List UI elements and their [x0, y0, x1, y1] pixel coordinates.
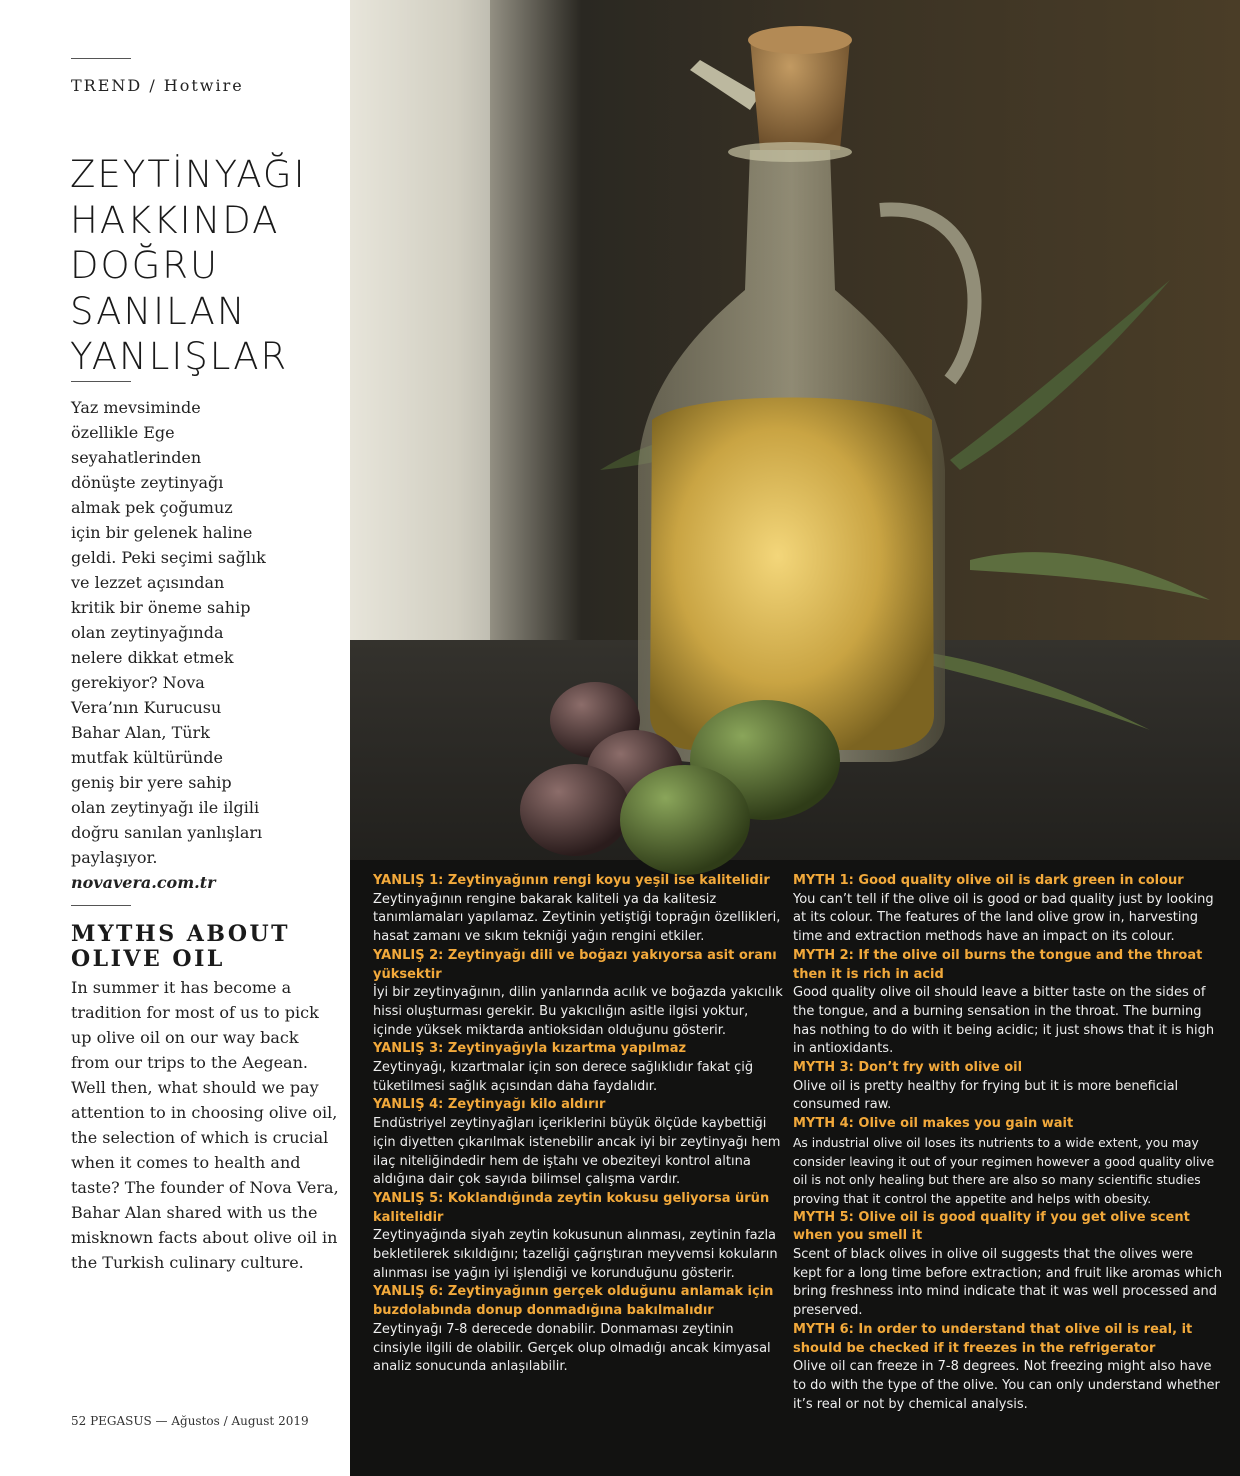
intro-line: mutfak kültüründe	[71, 748, 223, 767]
intro-line: gerekiyor? Nova	[71, 673, 205, 692]
english-myth-heading: MYTH 1: Good quality olive oil is dark green in colour	[793, 873, 1184, 888]
turkish-intro	[71, 395, 341, 895]
turkish-myths-column	[373, 872, 783, 1377]
intro-line: olan zeytinyağında	[71, 623, 224, 642]
english-intro-line: Bahar Alan shared with us the	[71, 1203, 318, 1222]
english-myth-body: Olive oil is pretty healthy for frying but it is more beneficial consumed raw.	[793, 1078, 1179, 1113]
turkish-myth-heading: YANLIŞ 6: Zeytinyağının gerçek olduğunu anlamak için buzdolabında donup donmadığına bakılmalıdır	[373, 1284, 774, 1319]
english-myth-heading: MYTH 6: In order to understand that olive oil is real, it should be checked if it freezes in the refrigerator	[793, 1321, 1193, 1356]
title-line: YANLIŞLAR	[70, 335, 289, 378]
turkish-myth-heading: YANLIŞ 3: Zeytinyağıyla kızartma yapılmaz	[373, 1041, 687, 1057]
intro-line: paylaşıyor.	[71, 848, 158, 867]
intro-line: almak pek çoğumuz	[71, 498, 233, 517]
website-link[interactable]: novavera.com.tr	[71, 873, 216, 892]
turkish-myth-heading: YANLIŞ 1: Zeytinyağının rengi koyu yeşil ise kalitelidir	[373, 873, 770, 888]
english-intro-line: when it comes to health and	[71, 1153, 301, 1172]
turkish-myth-body: Zeytinyağında siyah zeytin kokusunun alınması, zeytinin fazla bekletilerek sıkıldığını; tazeliği çağrıştıran meyvemsi kokuların alınması ise yağın iyi işlendiği ve korunduğunu gösterir.	[373, 1228, 778, 1281]
english-myth-body: Olive oil can freeze in 7-8 degrees. Not freezing might also have to do with the type of the olive. You can only understand whether it’s real or not by chemical analysis.	[793, 1359, 1220, 1412]
english-intro-line: In summer it has become a	[71, 978, 292, 997]
english-intro-line: attention to in choosing olive oil,	[71, 1103, 338, 1122]
turkish-myth-body: Zeytinyağının rengine bakarak kaliteli ya da kalitesiz tanımlamaları yapılamaz. Zeytinin yetiştiği toprağın özellikleri, hasat zamanı ve sıkım tekniği yağın rengini etkiler.	[373, 891, 781, 945]
intro-line: Bahar Alan, Türk	[71, 723, 210, 742]
intro-line: ve lezzet açısından	[71, 573, 225, 592]
english-intro-line: the selection of which is crucial	[71, 1128, 329, 1147]
english-myth-heading: MYTH 5: Olive oil is good quality if you get olive scent when you smell it	[793, 1209, 1190, 1244]
title-line: SANILAN	[70, 289, 247, 333]
top-rule	[71, 58, 131, 59]
turkish-myth-body: Zeytinyağı 7-8 derecede donabilir. Donmaması zeytinin cinsiyle ilgili de olabilir. Gerçek olup olmadığı ancak kimyasal analiz sonucunda anlaşılabilir.	[373, 1321, 771, 1375]
english-intro-line: taste? The founder of Nova Vera,	[71, 1178, 339, 1197]
intro-line: olan zeytinyağı ile ilgili	[71, 798, 260, 817]
page-title	[70, 152, 340, 380]
page-footer: 52 PEGASUS — Ağustos / August 2019	[71, 1414, 309, 1428]
intro-line: doğru sanılan yanlışları	[71, 823, 263, 842]
intro-line: özellikle Ege	[71, 423, 175, 442]
title-line: ZEYTİNYAĞI	[70, 153, 307, 196]
english-intro-line: from our trips to the Aegean.	[71, 1053, 308, 1072]
intro-line: geniş bir yere sahip	[71, 773, 232, 792]
title-line: HAKKINDA	[70, 198, 280, 242]
english-intro-line: the Turkish culinary culture.	[71, 1253, 304, 1272]
english-intro-line: up olive oil on our way back	[71, 1028, 299, 1047]
turkish-myth-body: İyi bir zeytinyağının, dilin yanlarında acılık ve boğazda yakıcılık hissi oluşturması gerekir. Bu yakıcılığın asitle ilgisi yoktur, içinde yüksek miktarda antioksidan olduğunu gösterir.	[373, 985, 783, 1038]
english-myth-heading: MYTH 3: Don’t fry with olive oil	[793, 1060, 1023, 1076]
intro-line: seyahatlerinden	[71, 448, 202, 467]
english-myth-body: Scent of black olives in olive oil suggests that the olives were kept for a long time before extraction; and fruit like aromas which bring freshness into mind indicate that it was well processed and preserved.	[793, 1247, 1223, 1319]
section-label: TREND / Hotwire	[71, 76, 244, 95]
english-intro	[71, 975, 343, 1275]
intro-line: dönüşte zeytinyağı	[71, 473, 224, 492]
myths-heading	[71, 922, 341, 972]
english-myth-heading: MYTH 2: If the olive oil burns the tongue and the throat then it is rich in acid	[793, 947, 1203, 982]
turkish-myth-body: Zeytinyağı, kızartmalar için son derece sağlıklıdır fakat çiğ tüketilmesi sağlık açısından daha faydalıdır.	[373, 1060, 754, 1094]
intro-line: nelere dikkat etmek	[71, 648, 234, 667]
myths-heading-line: OLIVE OIL	[71, 946, 225, 972]
title-rule	[71, 381, 131, 382]
myths-heading-line: MYTHS ABOUT	[71, 921, 291, 947]
myths-rule	[71, 905, 131, 906]
left-column	[0, 0, 350, 1476]
english-intro-line: Well then, what should we pay	[71, 1078, 319, 1097]
english-myth-body: Good quality olive oil should leave a bitter taste on the sides of the tongue, and a burning sensation in the throat. The burning has nothing to do with it being acidic; it just shows that it is high in antioxidants.	[793, 985, 1215, 1057]
turkish-myth-heading: YANLIŞ 2: Zeytinyağı dili ve boğazı yakıyorsa asit oranı yüksektir	[373, 947, 777, 982]
english-intro-line: misknown facts about olive oil in	[71, 1228, 338, 1247]
title-line: DOĞRU	[70, 244, 220, 287]
english-intro-line: tradition for most of us to pick	[71, 1003, 319, 1022]
intro-line: kritik bir öneme sahip	[71, 598, 251, 617]
intro-line: için bir gelenek haline	[71, 523, 253, 542]
english-myth-body: You can’t tell if the olive oil is good or bad quality just by looking at its colour. The features of the land olive grow in, harvesting time and extraction methods have an impact on its colour.	[793, 891, 1214, 945]
turkish-myth-heading: YANLIŞ 4: Zeytinyağı kilo aldırır	[373, 1097, 606, 1113]
english-myths-column	[793, 872, 1223, 1414]
english-myth-heading: MYTH 4: Olive oil makes you gain wait	[793, 1116, 1074, 1132]
turkish-myth-body: Endüstriyel zeytinyağları içeriklerini büyük ölçüde kaybettiği için diyetten çıkarılmak istenebilir ancak iyi bir zeytinyağı hem ilaç niteliğindedir hem de iştahı ve obeziteyi kontrol altına aldığına dair çok sayıda bilimsel çalışma vardır.	[373, 1116, 781, 1188]
intro-line: Yaz mevsiminde	[71, 398, 201, 417]
turkish-myth-heading: YANLIŞ 5: Koklandığında zeytin kokusu geliyorsa ürün kalitelidir	[373, 1190, 770, 1225]
english-myth-body: As industrial olive oil loses its nutrients to a wide extent, you may consider leaving it out of your regimen however a good quality olive oil is not only healing but there are also so many scientific studies proving that it control the appetite and helps with obesity.	[793, 1135, 1215, 1206]
intro-line: geldi. Peki seçimi sağlık	[71, 548, 266, 567]
intro-line: Vera’nın Kurucusu	[71, 698, 222, 717]
